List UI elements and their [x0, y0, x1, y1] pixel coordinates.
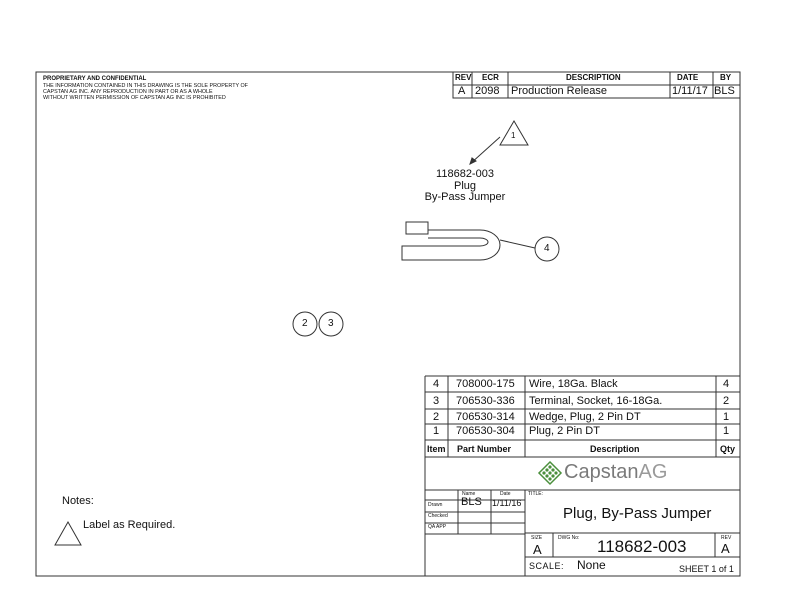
part-label-type: Plug [453, 179, 477, 192]
bom-row-4-item: 4 [433, 378, 440, 390]
balloon-3-label: 3 [328, 318, 334, 329]
description-value: Production Release [511, 85, 608, 97]
checked-label: Checked [428, 513, 448, 519]
title-label: TITLE: [528, 491, 544, 497]
by-value: BLS [714, 85, 735, 97]
capstan-logo-icon [539, 462, 561, 484]
bom-header-part: Part Number [457, 444, 512, 454]
sheet-border [36, 72, 740, 576]
scale-value: None [577, 558, 606, 572]
balloon-2-label: 2 [302, 318, 308, 329]
bom-row-3-item: 3 [433, 395, 440, 407]
bom-row-1-part: 706530-304 [456, 425, 515, 437]
bom-row-2-item: 2 [433, 411, 440, 423]
bom-row-2-qty: 1 [723, 411, 730, 423]
notes-heading: Notes: [62, 495, 94, 507]
bom-row-4-qty: 4 [723, 378, 730, 390]
logo-text-capstan: Capstan [564, 461, 639, 483]
part-label-number: 118682-003 [436, 168, 494, 180]
rev-label: REV [721, 535, 732, 541]
name-header: Name [462, 491, 476, 497]
qa-label: QA APP [428, 524, 447, 530]
bom-row-4-desc: Wire, 18Ga. Black [529, 378, 618, 390]
ecr-header: ECR [482, 73, 499, 82]
bom-row-2-part: 706530-314 [456, 411, 515, 423]
note-1-text: Label as Required. [83, 519, 176, 531]
description-header: DESCRIPTION [566, 73, 621, 82]
size-label: SIZE [531, 535, 543, 541]
balloon-4-label: 4 [544, 243, 550, 254]
sheet-count: SHEET 1 of 1 [679, 564, 734, 574]
bom-header-item: Item [427, 444, 446, 454]
note-triangle-icon [55, 522, 81, 545]
bom-row-2-desc: Wedge, Plug, 2 Pin DT [529, 411, 641, 423]
rev-header: REV [455, 73, 472, 82]
drawing-title: Plug, By-Pass Jumper [563, 505, 712, 522]
bom-row-1-desc: Plug, 2 Pin DT [529, 425, 600, 437]
callout-triangle-label: 1 [511, 131, 516, 140]
date-value: 1/11/17 [672, 85, 708, 97]
callout-triangle-1 [470, 121, 528, 164]
part-label [405, 169, 525, 204]
rev-value-title: A [721, 541, 730, 556]
jumper-wire-icon [402, 222, 535, 260]
proprietary-title: PROPRIETARY AND CONFIDENTIAL [43, 76, 147, 82]
proprietary-line-3: WITHOUT WRITTEN PERMISSION OF CAPSTAN AG INC IS PROHIBITED [43, 95, 226, 101]
date-header: DATE [677, 73, 699, 82]
bom-row-1-item: 1 [433, 425, 440, 437]
dwg-label: DWG No: [558, 535, 580, 541]
ecr-value: 2098 [475, 85, 500, 97]
bom-row-1-qty: 1 [723, 425, 730, 437]
logo-text-ag: AG [638, 461, 668, 483]
capstan-logo-text [564, 462, 667, 482]
scale-label: SCALE: [529, 561, 565, 571]
bom-header-desc: Description [590, 444, 640, 454]
by-header: BY [720, 73, 732, 82]
rev-value: A [458, 85, 466, 97]
bom-row-3-part: 706530-336 [456, 395, 515, 407]
dwg-number: 118682-003 [597, 537, 687, 556]
size-value: A [533, 542, 542, 557]
proprietary-line-1: THE INFORMATION CONTAINED IN THIS DRAWING IS THE SOLE PROPERTY OF [43, 83, 248, 89]
bom-row-3-qty: 2 [723, 395, 730, 407]
bom-row-4-part: 708000-175 [456, 378, 515, 390]
drawn-date: 1/11/16 [492, 498, 522, 508]
date-col-header: Date [500, 491, 511, 497]
proprietary-line-2: CAPSTAN AG INC. ANY REPRODUCTION IN PART OR AS A WHOLE [43, 89, 213, 95]
bom-row-3-desc: Terminal, Socket, 16-18Ga. [529, 395, 663, 407]
part-label-name: By-Pass Jumper [424, 191, 506, 203]
drawn-name: BLS [461, 496, 482, 508]
drawn-label: Drawn [428, 502, 443, 508]
bom-header-qty: Qty [720, 444, 736, 454]
